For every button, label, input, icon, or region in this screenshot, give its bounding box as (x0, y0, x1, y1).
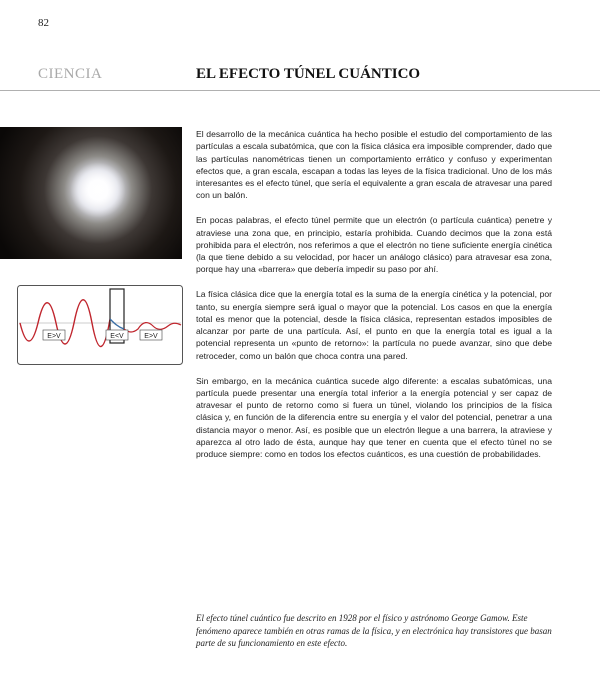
paragraph: El desarrollo de la mecánica cuántica ha hecho posible el estudio del comportamiento de las partículas a escala subatómica, que con la física clásica era imposible comprender, dado que las partículas nanométricas tienen un comportamiento errático y confuso y experimentan efectos que, a gran escala, escapan a todas las leyes de la física tradicional. Uno de los más interesantes es el efecto túnel, que sería el equivalente a gran escala de atravesar una pared con un balón. (196, 129, 552, 201)
label-left-text: E>V (47, 333, 61, 340)
image-caption: El efecto túnel cuántico fue descrito en 1928 por el físico y astrónomo George Gamow. Este fenómeno aparece también en otras ramas de la física, y en electrónica hay transistores que basan parte de su funcionamiento en este efecto. (196, 613, 552, 648)
label-right-text: E>V (144, 333, 158, 340)
header-divider (0, 90, 600, 91)
light-glow (70, 162, 126, 218)
label-middle-text: E<V (110, 333, 124, 340)
paragraph: Sin embargo, en la mecánica cuántica sucede algo diferente: a escalas subatómicas, una partícula puede presentar una energía total inferior a la energía potencial y ser capaz de atravesar el punto de retorno como si fuera un túnel, violando los principios de la física clásica y, en función de la diferencia entre su energía y el valor del potencial, penetrar a una distancia mayor o menor. Así, es posible que un electrón llegue a una barrera, la atraviese y aparezca al otro lado de ésta, aunque hay que tener en cuenta que el efecto túnel no se produce siempre: como en todos los efectos cuánticos, es una cuestión de probabilidades. (196, 375, 552, 460)
label-right (140, 330, 162, 340)
article-body (196, 128, 552, 473)
page-title: EL EFECTO TÚNEL CUÁNTICO (196, 66, 421, 82)
label-middle (106, 330, 128, 340)
tunnel-effect-diagram (17, 285, 183, 365)
label-left (43, 330, 65, 340)
paragraph: La física clásica dice que la energía total es la suma de la energía cinética y la potencial, por tanto, su energía siempre será igual o mayor que la potencial. Los casos en que la energía total es menor que la potencial, desde la física clásica, representan estados imposibles de alcanzar por parte de una partícula. Así, el punto en que la energía total es igual a la potencial representa un «punto de retorno»: la partícula no puede avanzar, sino que debe retroceder, como un balón que choca contra una pared. (196, 289, 552, 361)
tunnel-light-photo (0, 127, 182, 259)
diagram-frame (18, 286, 183, 365)
section-label: CIENCIA (38, 66, 103, 82)
paragraph: En pocas palabras, el efecto túnel permite que un electrón (o partícula cuántica) penetre y atraviese una zona que, en principio, estaría prohibida. Cuando decimos que la zona está prohibida para el electrón, nos referimos a que el electrón no tiene suficiente energía cinética (la que tiene debido a su velocidad, por hacer un análogo clásico) para atravesar esa zona, porque hay una «barrera» que debería impedir su paso por ahí. (196, 215, 552, 275)
page-number: 82 (38, 17, 49, 29)
